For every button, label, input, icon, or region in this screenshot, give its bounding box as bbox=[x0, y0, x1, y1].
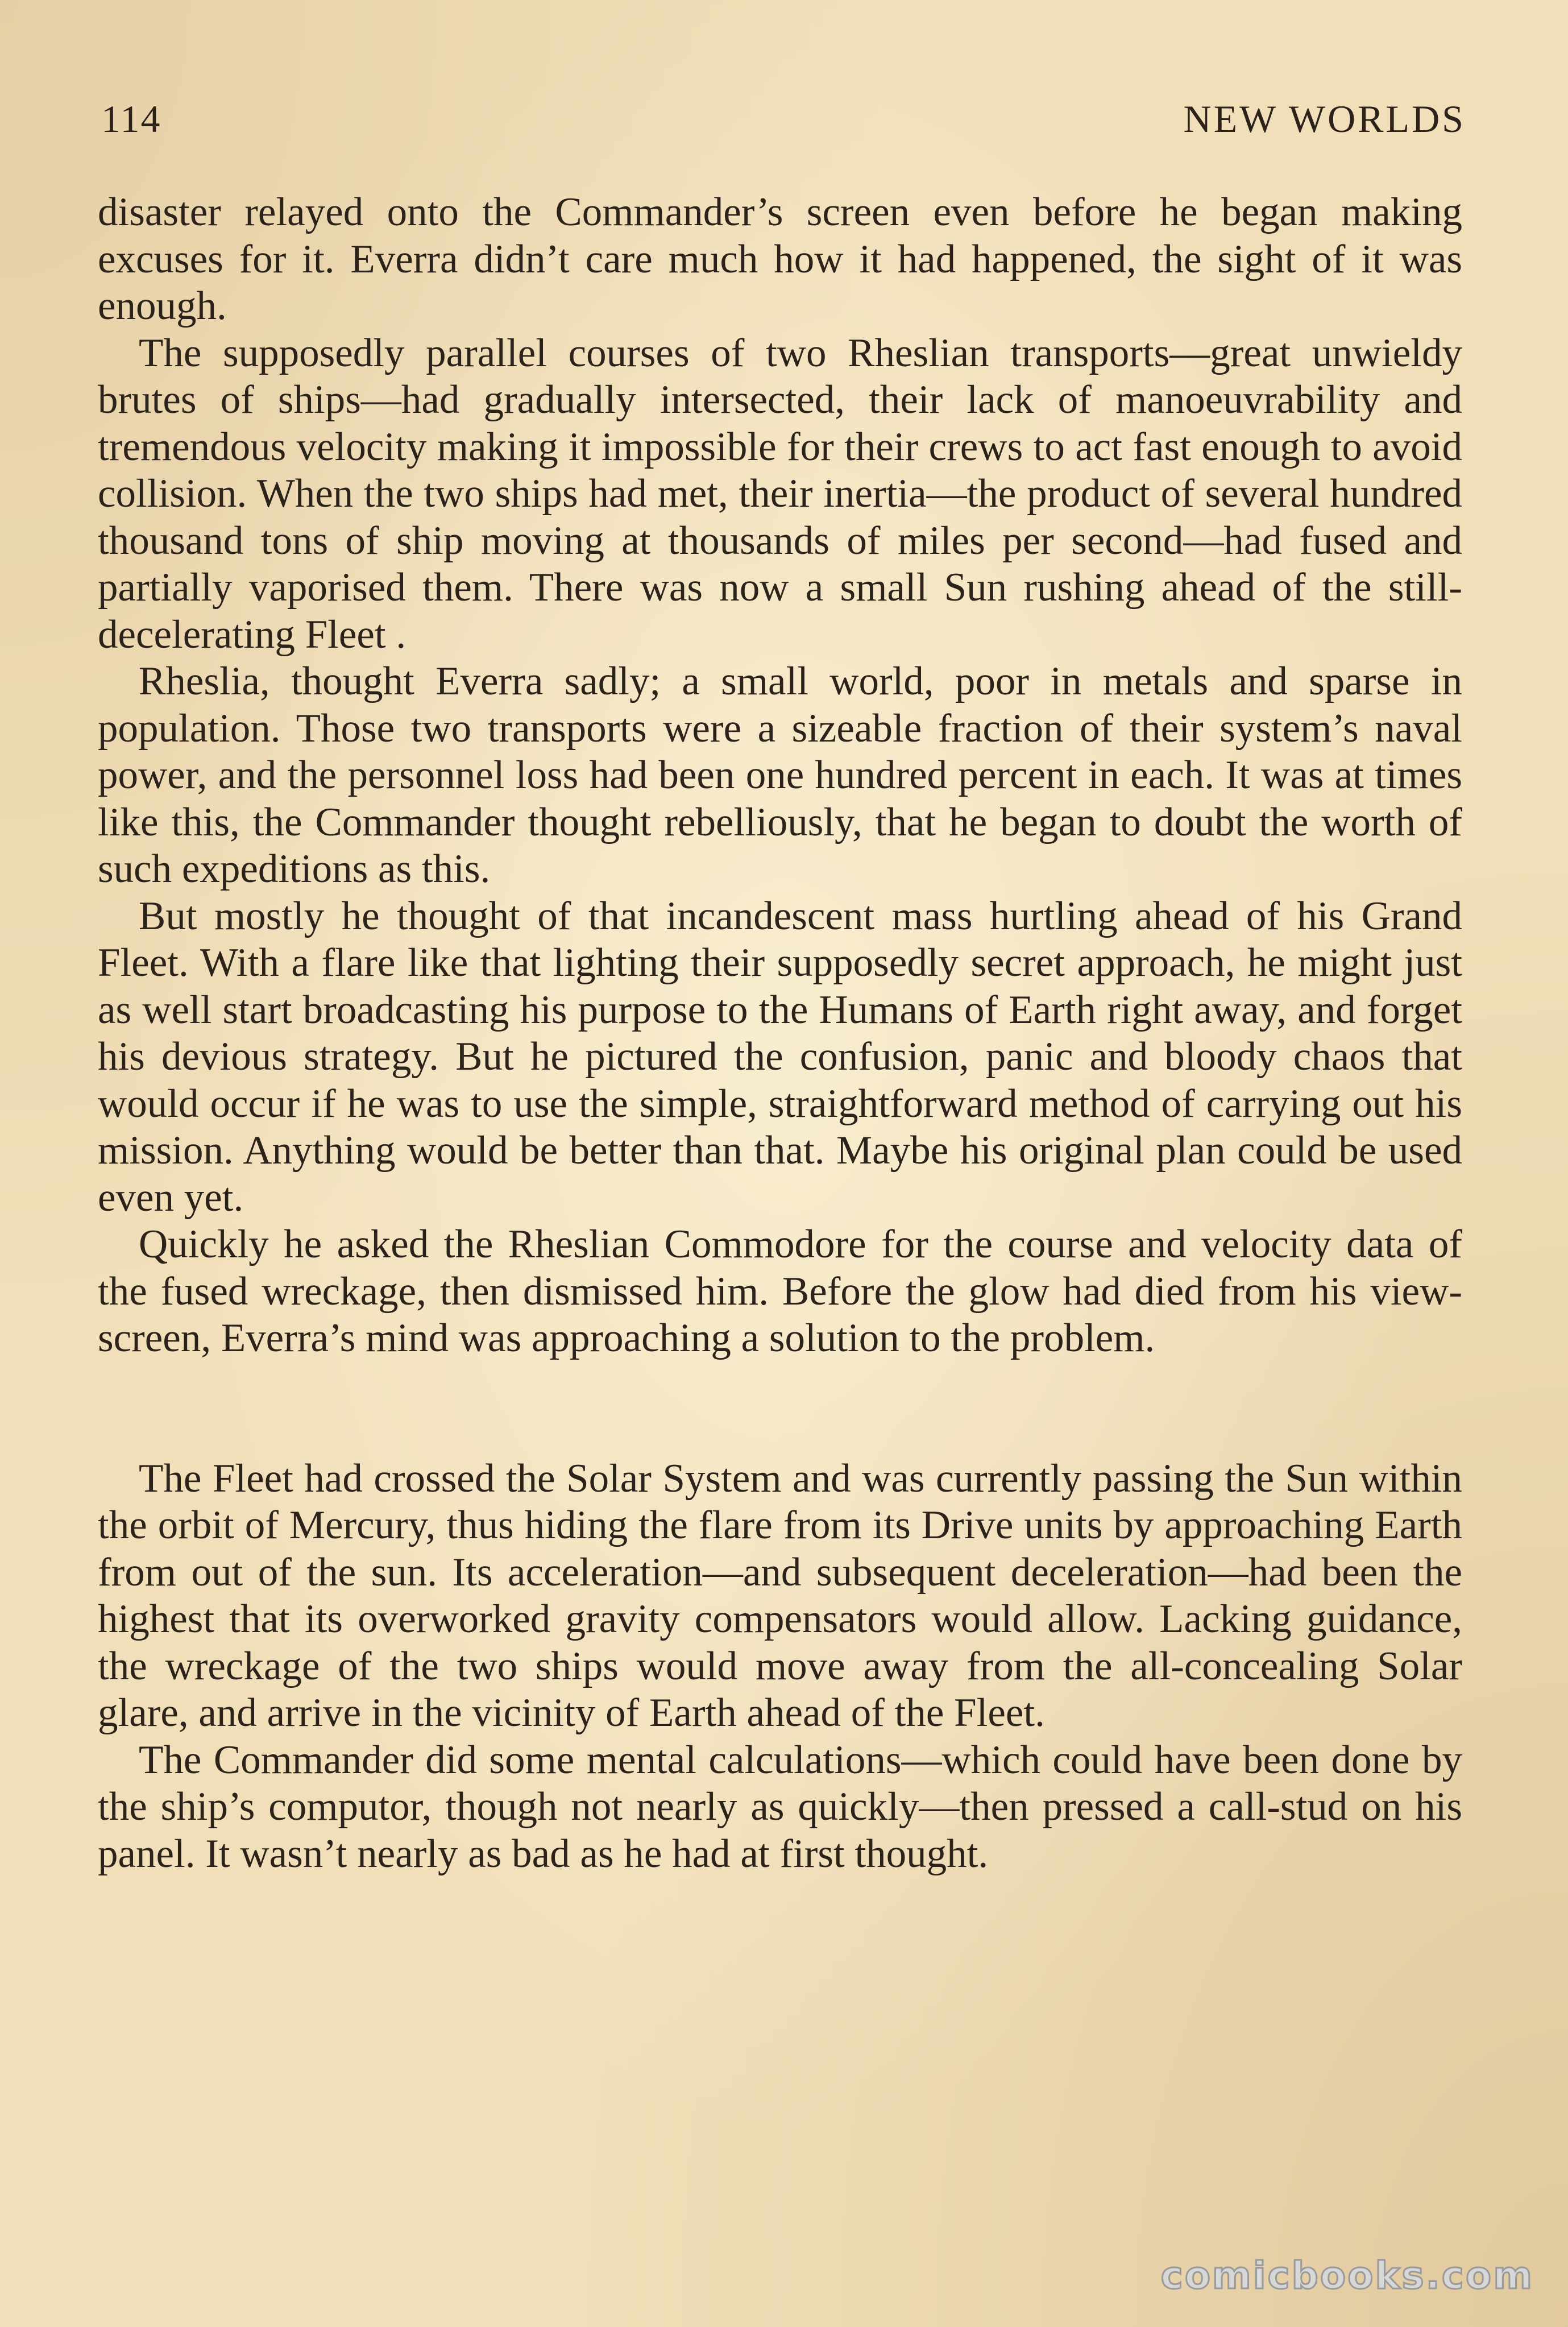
paragraph: Quickly he asked the Rheslian Commodore for the course and velocity data of the fused wreckage, then dismissed him. Before the glow had died from his view-screen, Everra’s mind was approaching a solution to the problem. bbox=[98, 1222, 1462, 1360]
paragraph: The Commander did some mental calculations—which could have been done by the ship’s computor, though not nearly as quickly—then pressed a call-stud on his panel. It wasn’t nearly as bad as he had at first thought. bbox=[98, 1737, 1462, 1876]
paragraph: The Fleet had crossed the Solar System and was currently passing the Sun within the orbit of Mercury, thus hiding the flare from its Drive units by approaching Earth from out of the sun. Its acceleration—and subsequent deceleration—had been the highest that its overworked gravity compensators would allow. Lacking guidance, the wreckage of the two ships would move away from the all-concealing Solar glare, and arrive in the vicinity of Earth ahead of the Fleet. bbox=[98, 1456, 1462, 1735]
paragraph: The supposedly parallel courses of two Rheslian transports—great unwieldy brutes of ships—had gradually intersected, their lack of manoeuvrability and tremendous velocity making it impossible for their crews to act fast enough to avoid collision. When the two ships had met, their inertia—the product of several hundred thousand tons of ship moving at thousands of miles per second—had fused and partially vaporised them. There was now a small Sun rushing ahead of the still-decelerating Fleet . bbox=[98, 330, 1462, 657]
body-text bbox=[98, 189, 1462, 1877]
page-number: 114 bbox=[101, 97, 161, 140]
page-header bbox=[101, 97, 1466, 154]
section-break bbox=[98, 1362, 1462, 1455]
paragraph: Rheslia, thought Everra sadly; a small world, poor in metals and sparse in population. Those two transports were a sizeable fraction of their system’s naval power, and the personnel loss had been one hundred percent in each. It was at times like this, the Commander thought rebelliously, that he began to doubt the worth of such expeditions as this. bbox=[98, 659, 1462, 891]
running-head: NEW WORLDS bbox=[1183, 97, 1466, 140]
watermark: comicbooks.com bbox=[1160, 2254, 1534, 2297]
paragraph: disaster relayed onto the Commander’s screen even before he began making excuses for it. Everra didn’t care much how it had happened, the sight of it was enough. bbox=[98, 190, 1462, 328]
paragraph: But mostly he thought of that incandescent mass hurtling ahead of his Grand Fleet. With a flare like that lighting their supposedly secret approach, he might just as well start broadcasting his purpose to the Humans of Earth right away, and forget his devious strategy. But he pictured the confusion, panic and bloody chaos that would occur if he was to use the simple, straightforward method of carrying out his mission. Anything would be better than that. Maybe his original plan could be used even yet. bbox=[98, 893, 1462, 1220]
